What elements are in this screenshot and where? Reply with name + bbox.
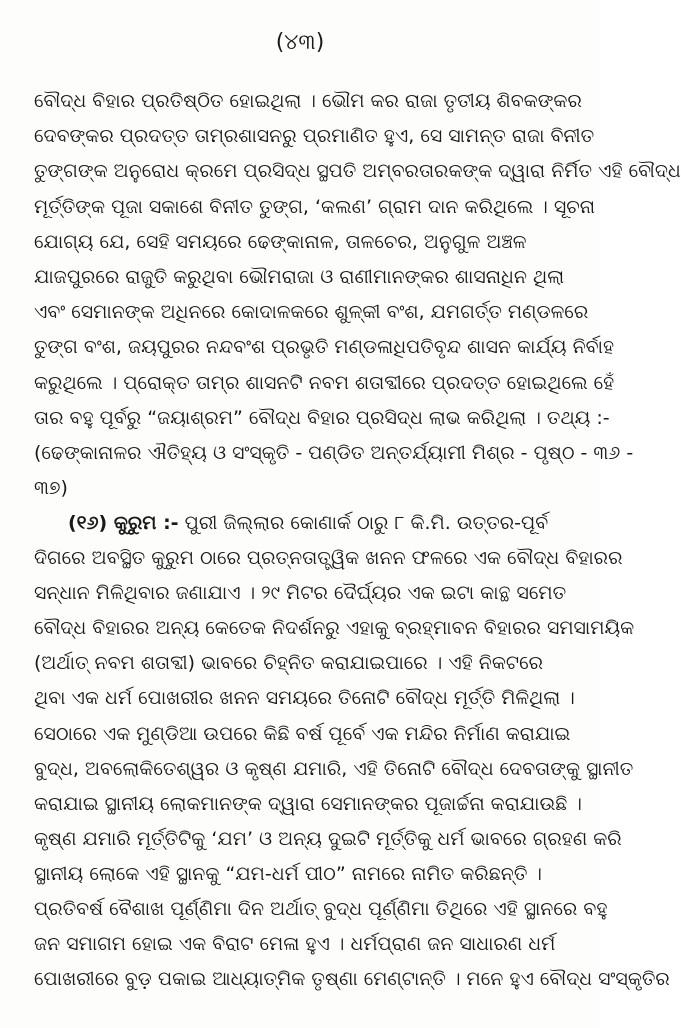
text-line: ଥିବା ଏକ ଧର୍ମ ପୋଖରୀର ଖନନ ସମୟରେ ତିନୋଟି ବୌଦ୍ଧ ମୂର୍ତ୍ତି ମିଳିଥିଲା । [34, 687, 575, 710]
paragraph-jayashrama [34, 84, 681, 506]
text-line: ଏବଂ ସେମାନଙ୍କ ଅଧିନରେ କୋଦାଳକରେ ଶୁଳ୍କୀ ବଂଶ, ଯମଗର୍ତ୍ତ ମଣ୍ଡଳରେ [34, 301, 589, 324]
text-line: ବୁଦ୍ଧ, ଅବଲୋକିତେଶ୍ୱର ଓ କୃଷ୍ଣ ଯମାରି, ଏହି ତିନୋଟି ବୌଦ୍ଧ ଦେବତାଙ୍କୁ ସ୍ଥାନୀତ [34, 757, 634, 780]
text-line: ତୁଙ୍ଗଙ୍କ ଅନୁରୋଧ କ୍ରମେ ପ୍ରସିଦ୍ଧ ସ୍ଥପତି ଅମ୍ବରତାରକଙ୍କ ଦ୍ୱାରା ନିର୍ମିତ ଏହି ବୌଦ୍ଧ [34, 160, 681, 183]
text-line: ଦିଗରେ ଅବସ୍ଥିତ କୁରୁମ ଠାରେ ପ୍ରତ୍ନତାତ୍ତ୍ୱିକ ଖନନ ଫଳରେ ଏକ ବୌଦ୍ଧ ବିହାରର [34, 547, 623, 570]
text-line: ବୌଦ୍ଧ ବିହାର ପ୍ରତିଷ୍ଠିତ ହୋଇଥିଲା । ଭୌମ କର ରାଜା ତୃତୀୟ ଶିବକଙ୍କର [34, 90, 582, 112]
text-line: ସେଠାରେ ଏକ ମୁଣ୍ଡିଆ ଉପରେ କିଛି ବର୍ଷ ପୂର୍ବେ ଏକ ମନ୍ଦିର ନିର୍ମାଣ କରାଯାଇ [34, 722, 571, 745]
text-line: ତାର ବହୁ ପୂର୍ବରୁ “ଜୟାଶ୍ରମ” ବୌଦ୍ଧ ବିହାର ପ୍ରସିଦ୍ଧ ଲାଭ କରିଥିଲା । ତଥ୍ୟ :- [34, 406, 610, 429]
heading-line-text: ପୁରୀ ଜିଲ୍ଲାର କୋଣାର୍କ ଠାରୁ ୮ କି.ମି. ଉତ୍ତର-ପୂର୍ବ [178, 512, 549, 534]
text-line: ପୋଖରୀରେ ବୁଡ଼ ପକାଇ ଆଧ୍ୟାତ୍ମିକ ତୃଷ୍ଣା ମେଣ୍ଟାନ୍ତି । ମନେ ହୁଏ ବୌଦ୍ଧ ସଂସ୍କୃତିର [34, 968, 670, 991]
text-line [34, 506, 574, 541]
text-line: ସ୍ଥାନୀୟ ଲୋକେ ଏହି ସ୍ଥାନକୁ “ଯମ-ଧର୍ମ ପୀଠ” ନାମରେ ନାମିତ କରିଛନ୍ତି । [34, 862, 542, 885]
text-line: (ଅର୍ଥାତ୍ ନବମ ଶତାବ୍ଦୀ) ଭାବରେ ଚିହ୍ନିତ କରାଯାଇପାରେ । ଏହି ନିକଟରେ [34, 652, 544, 675]
text-line: ବୌଦ୍ଧ ବିହାରର ଅନ୍ୟ କେତେକ ନିଦର୍ଶନରୁ ଏହାକୁ ବ୍ରହ୍ମାବନ ବିହାରର ସମସାମୟିକ [34, 617, 635, 640]
text-line: କରୁଥିଲେ । ପ୍ରୋକ୍ତ ତାମ୍ର ଶାସନଟି ନବମ ଶତାବ୍ଦୀରେ ପ୍ରଦତ୍ତ ହୋଇଥିଲେ ହେଁ [34, 371, 615, 394]
text-line: ସନ୍ଧାନ ମିଳିଥିବାର ଜଣାଯାଏ । ୨୯ ମିଟର ଦୈର୍ଘ୍ୟର ଏକ ଇଟା କାନ୍ଥ ସମେତ [34, 582, 567, 605]
text-line: (ଢେଙ୍କାନାଳର ଐତିହ୍ୟ ଓ ସଂସ୍କୃତି - ପଣ୍ଡିତ ଅନ୍ତର୍ଯ୍ୟାମୀ ମିଶ୍ର - ପୃଷ୍ଠ - ୩୬ - [34, 441, 634, 464]
text-line: ମୂର୍ତ୍ତିଙ୍କ ପୂଜା ସକାଶେ ବିନୀତ ତୁଙ୍ଗ, ‘କଲଣ’ ଗ୍ରାମ ଦାନ କରିଥିଲେ । ସୂଚନା [34, 195, 596, 218]
text-line: ଯାଜପୁରରେ ରାଜୁତି କରୁଥିବା ଭୌମରାଜା ଓ ରାଣୀମାନଙ୍କର ଶାସନାଧିନ ଥିଲା [34, 265, 565, 288]
text-line: କରାଯାଇ ସ୍ଥାନୀୟ ଲୋକମାନଙ୍କ ଦ୍ୱାରା ସେମାନଙ୍କର ପୂଜାର୍ଚ୍ଚନା କରାଯାଉଛି । [34, 792, 582, 815]
text-line: ୩୭) [34, 477, 68, 500]
text-line: ପ୍ରତିବର୍ଷ ବୈଶାଖ ପୂର୍ଣ୍ଣିମା ଦିନ ଅର୍ଥାତ୍ ବୁଦ୍ଧ ପୂର୍ଣ୍ଣିମା ତିଥିରେ ଏହି ସ୍ଥାନରେ ବହୁ [34, 898, 608, 921]
section-heading: (୧୬) କୁରୁମ :- [68, 512, 179, 534]
paragraph-kuruma [34, 506, 670, 997]
text-line: ଦେବଙ୍କର ପ୍ରଦତ୍ତ ତାମ୍ରଶାସନରୁ ପ୍ରମାଣିତ ହୁଏ, ସେ ସାମନ୍ତ ରାଜା ବିନୀତ [34, 125, 595, 148]
page-number: (୪୩) [275, 30, 325, 55]
text-line: ତୁଙ୍ଗ ବଂଶ, ଜୟପୁରର ନନ୍ଦବଂଶ ପ୍ରଭୃତି ମଣ୍ଡଳାଧିପତିବୃନ୍ଦ ଶାସନ କାର୍ଯ୍ୟ ନିର୍ବାହ [34, 336, 615, 359]
text-line: କୃଷ୍ଣ ଯମାରି ମୂର୍ତ୍ତିଟିକୁ ‘ଯମ’ ଓ ଅନ୍ୟ ଦୁଇଟି ମୂର୍ତ୍ତିକୁ ଧର୍ମ ଭାବରେ ଗ୍ରହଣ କରି [34, 827, 622, 850]
text-line: ଯୋଗ୍ୟ ଯେ, ସେହି ସମୟରେ ଢେଙ୍କାନାଳ, ତାଳଚେର, ଅନୁଗୁଳ ଅଞ୍ଚଳ [34, 230, 527, 253]
text-line: ଜନ ସମାଗମ ହୋଇ ଏକ ବିରାଟ ମେଳା ହୁଏ । ଧର୍ମପ୍ରାଣ ଜନ ସାଧାରଣ ଧର୍ମ [34, 933, 556, 956]
